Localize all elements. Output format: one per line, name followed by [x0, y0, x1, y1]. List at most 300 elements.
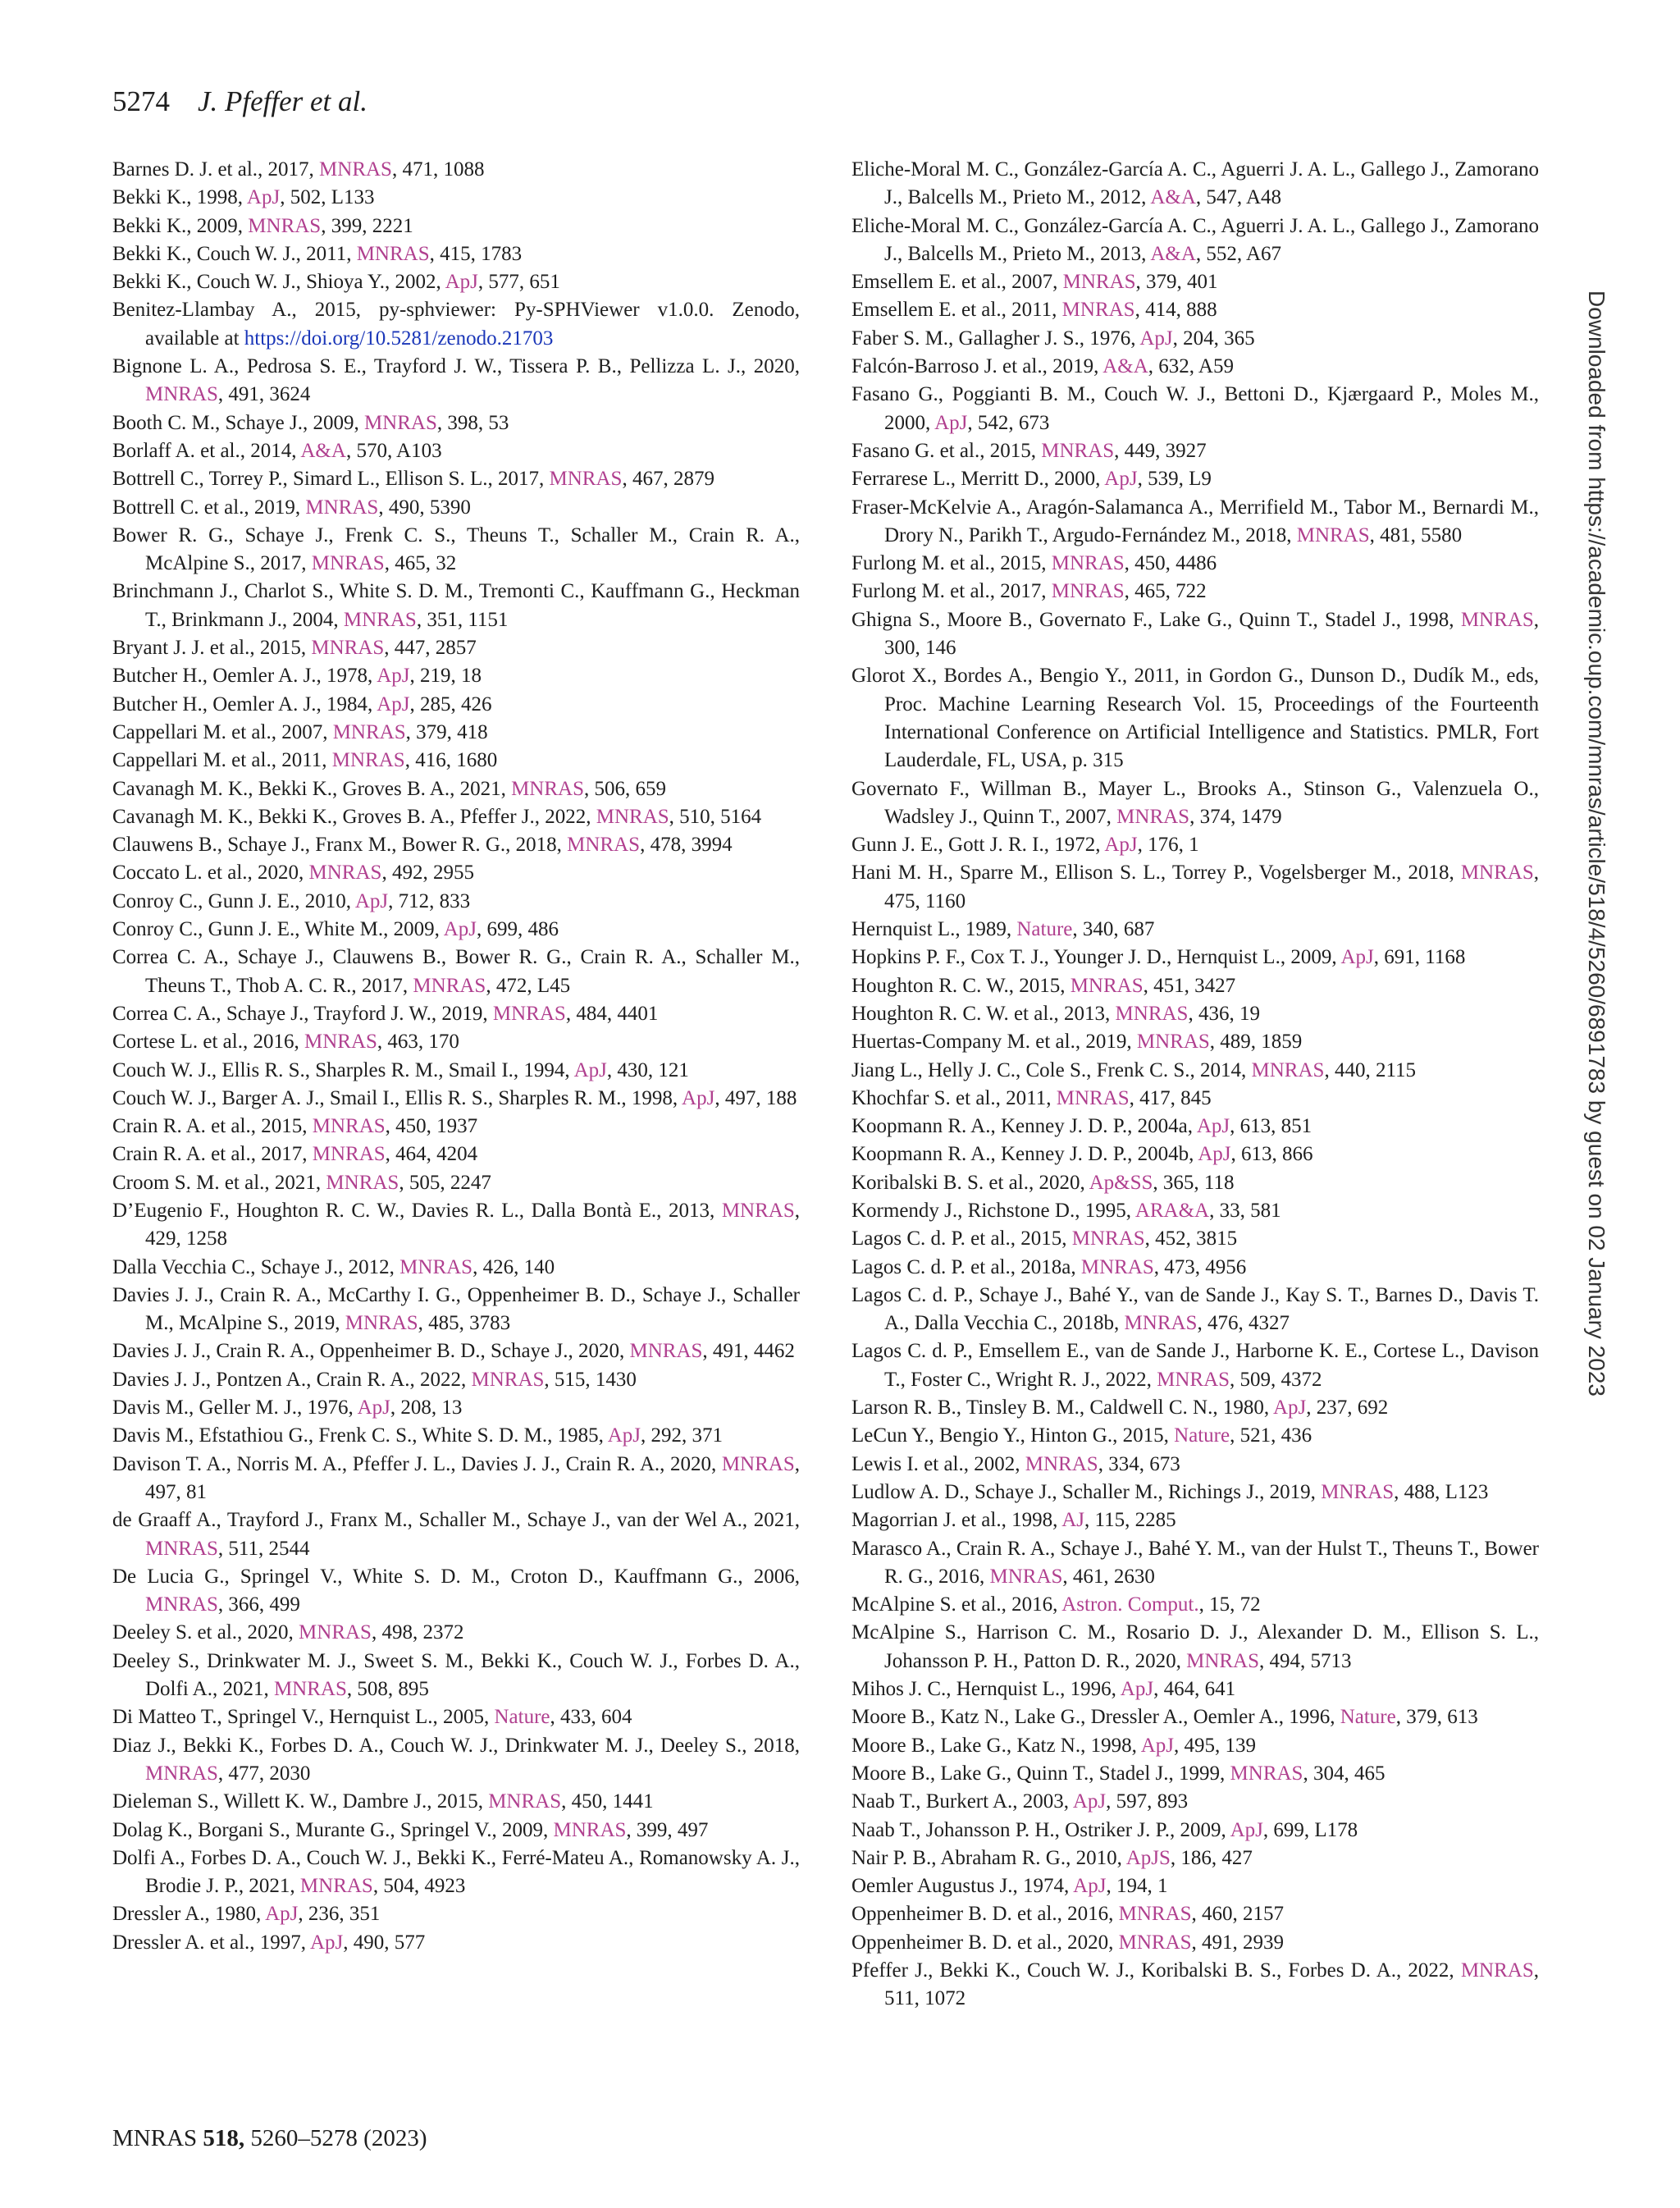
reference-volume-pages: , 497, 81: [145, 1452, 800, 1503]
reference-volume-pages: , 399, 497: [626, 1818, 709, 1841]
reference-volume-pages: , 440, 2115: [1324, 1058, 1417, 1081]
reference-entry: [112, 1028, 800, 1056]
reference-entry: [112, 1197, 800, 1254]
reference-volume-pages: , 379, 401: [1135, 271, 1218, 294]
reference-volume-pages: , 300, 146: [884, 608, 1539, 660]
reference-entry: [851, 296, 1539, 324]
reference-volume-pages: , 219, 18: [409, 665, 482, 688]
reference-entry: [851, 1817, 1539, 1845]
journal-link[interactable]: MNRAS: [311, 552, 385, 575]
journal-link[interactable]: MNRAS: [629, 1340, 703, 1363]
reference-entry: [851, 1506, 1539, 1534]
reference-text: Cavanagh M. K., Bekki K., Groves B. A., 2021,: [112, 777, 512, 800]
reference-volume-pages: , 485, 3783: [418, 1312, 511, 1335]
reference-volume-pages: , 465, 32: [384, 552, 457, 575]
reference-text: Conroy C., Gunn J. E., White M., 2009,: [112, 918, 444, 941]
journal-link[interactable]: MNRAS: [305, 496, 379, 519]
reference-text: de Graaff A., Trayford J., Franx M., Schaller M., Schaye J., van der Wel A., 2021,: [112, 1509, 800, 1532]
journal-link[interactable]: MNRAS: [1251, 1058, 1325, 1081]
reference-entry: [112, 1563, 800, 1620]
reference-entry: [112, 353, 800, 409]
reference-volume-pages: , 699, L178: [1262, 1818, 1358, 1841]
journal-link[interactable]: MNRAS: [1460, 1959, 1534, 1982]
reference-text: Bekki K., 2009,: [112, 214, 249, 237]
journal-link[interactable]: MNRAS: [299, 1875, 373, 1898]
reference-volume-pages: , 511, 2544: [217, 1537, 310, 1560]
journal-link[interactable]: MNRAS: [553, 1818, 627, 1841]
journal-link[interactable]: ApJ: [1140, 1734, 1175, 1757]
reference-volume-pages: , 539, L9: [1137, 468, 1212, 491]
reference-text: Fasano G. et al., 2015,: [851, 439, 1042, 462]
reference-text: Bignone L. A., Pedrosa S. E., Trayford J. W., Tissera P. B., Pellizza L. J., 2020,: [112, 355, 800, 378]
reference-text: Butcher H., Oemler A. J., 1984,: [112, 693, 377, 715]
journal-link[interactable]: MNRAS: [331, 749, 405, 772]
reference-entry: [112, 1113, 800, 1141]
reference-text: Moore B., Katz N., Lake G., Dressler A., Oemler A., 1996,: [851, 1706, 1340, 1729]
journal-link[interactable]: MNRAS: [304, 1031, 377, 1054]
reference-text: Khochfar S. et al., 2011,: [851, 1086, 1057, 1109]
journal-link[interactable]: Nature: [1174, 1424, 1230, 1447]
journal-link[interactable]: ApJ: [1196, 1115, 1230, 1138]
reference-entry: [851, 1085, 1539, 1113]
reference-volume-pages: , 398, 53: [436, 411, 509, 434]
reference-entry: [112, 1169, 800, 1197]
reference-volume-pages: , 484, 4401: [565, 1002, 659, 1025]
journal-link[interactable]: MNRAS: [343, 608, 417, 631]
reference-text: Dressler A. et al., 1997,: [112, 1931, 310, 1954]
reference-entry: [112, 944, 800, 1000]
journal-link[interactable]: MNRAS: [567, 834, 641, 857]
reference-text: Magorrian J. et al., 1998,: [851, 1509, 1062, 1532]
reference-text: Bekki K., 1998,: [112, 186, 247, 209]
reference-text: Furlong M. et al., 2017,: [851, 580, 1052, 603]
reference-entry: [112, 184, 800, 212]
reference-volume-pages: , 365, 118: [1153, 1171, 1235, 1194]
reference-text: Naab T., Burkert A., 2003,: [851, 1790, 1073, 1813]
reference-volume-pages: , 465, 722: [1124, 580, 1207, 603]
journal-link[interactable]: MNRAS: [1062, 271, 1136, 294]
journal-link[interactable]: ApJS: [1125, 1846, 1171, 1869]
reference-entry: [112, 719, 800, 747]
journal-link[interactable]: Ap&SS: [1089, 1171, 1153, 1194]
journal-link[interactable]: MNRAS: [311, 637, 385, 660]
journal-link[interactable]: A&A: [1150, 242, 1196, 265]
reference-text: Pfeffer J., Bekki K., Couch W. J., Koribalski B. S., Forbes D. A., 2022,: [851, 1959, 1461, 1982]
reference-text: Cappellari M. et al., 2007,: [112, 720, 333, 743]
reference-entry: [851, 353, 1539, 381]
journal-link[interactable]: MNRAS: [145, 1593, 218, 1616]
reference-entry: [851, 1957, 1539, 2014]
reference-entry: [851, 1282, 1539, 1338]
reference-text: Jiang L., Helly J. C., Cole S., Frenk C. S., 2014,: [851, 1058, 1252, 1081]
journal-link[interactable]: MNRAS: [1118, 1931, 1192, 1954]
journal-link[interactable]: ApJ: [1139, 327, 1173, 350]
reference-entry: [112, 1366, 800, 1394]
reference-volume-pages: , 208, 13: [390, 1397, 463, 1419]
reference-volume-pages: , 477, 2030: [217, 1762, 311, 1785]
reference-text: Correa C. A., Schaye J., Trayford J. W., 2019,: [112, 1002, 493, 1025]
reference-text: Moore B., Lake G., Quinn T., Stadel J., 1999,: [851, 1762, 1230, 1785]
journal-link[interactable]: MNRAS: [1056, 1086, 1130, 1109]
page-footer: [112, 2125, 427, 2152]
journal-link[interactable]: ApJ: [1120, 1678, 1154, 1701]
reference-entry: [851, 1760, 1539, 1788]
journal-link[interactable]: ApJ: [354, 889, 389, 912]
journal-link[interactable]: ApJ: [607, 1424, 641, 1447]
reference-text: Lagos C. d. P., Emsellem E., van de Sande J., Harborne K. E., Cortese L., Davison T., Foster C., Wright R. J., 2022,: [851, 1340, 1539, 1391]
journal-link[interactable]: ApJ: [1230, 1818, 1263, 1841]
reference-text: Nair P. B., Abraham R. G., 2010,: [851, 1846, 1126, 1869]
reference-text: Kormendy J., Richstone D., 1995,: [851, 1199, 1135, 1222]
reference-entry: [112, 1619, 800, 1647]
reference-volume-pages: , 552, A67: [1195, 242, 1282, 265]
reference-entry: [112, 691, 800, 719]
journal-link[interactable]: ApJ: [309, 1931, 344, 1954]
reference-volume-pages: , 461, 2630: [1062, 1565, 1155, 1588]
reference-text: Couch W. J., Ellis R. S., Sharples R. M., Smail I., 1994,: [112, 1058, 574, 1081]
reference-text: Houghton R. C. W., 2015,: [851, 974, 1071, 997]
reference-volume-pages: , 450, 4486: [1124, 552, 1217, 575]
reference-volume-pages: , 502, L133: [280, 186, 375, 209]
journal-link[interactable]: ApJ: [265, 1903, 299, 1926]
journal-link[interactable]: ARA&A: [1134, 1199, 1210, 1222]
reference-volume-pages: , 415, 1783: [429, 242, 523, 265]
journal-link[interactable]: MNRAS: [1080, 1255, 1154, 1278]
journal-link[interactable]: MNRAS: [1070, 974, 1144, 997]
journal-link[interactable]: A&A: [1150, 186, 1196, 209]
reference-volume-pages: , 115, 2285: [1084, 1509, 1176, 1532]
reference-text: Bekki K., Couch W. J., Shioya Y., 2002,: [112, 271, 445, 294]
footer-journal: MNRAS: [112, 2125, 198, 2151]
page-number: 5274: [112, 85, 170, 117]
journal-link[interactable]: MNRAS: [1115, 1002, 1189, 1025]
download-notice: Downloaded from https://academic.oup.com/mnras/article/518/4/5260/6891783 by guest on 02 January 2023: [1584, 290, 1609, 1397]
reference-volume-pages: , 449, 3927: [1114, 439, 1207, 462]
journal-link[interactable]: MNRAS: [492, 1002, 566, 1025]
reference-text: Lewis I. et al., 2002,: [851, 1452, 1025, 1475]
doi-link[interactable]: https://doi.org/10.5281/zenodo.21703: [244, 327, 554, 350]
reference-entry: [112, 213, 800, 240]
journal-link[interactable]: ApJ: [934, 411, 968, 434]
journal-link[interactable]: ApJ: [1104, 834, 1138, 857]
journal-link[interactable]: Nature: [1016, 918, 1073, 941]
reference-volume-pages: , 613, 866: [1230, 1143, 1313, 1166]
reference-entry: [112, 522, 800, 578]
journal-link[interactable]: ApJ: [1272, 1397, 1307, 1419]
reference-text: D’Eugenio F., Houghton R. C. W., Davies R. L., Dalla Bontà E., 2013,: [112, 1199, 722, 1222]
reference-text: Moore B., Lake G., Katz N., 1998,: [851, 1734, 1141, 1757]
journal-link[interactable]: ApJ: [1340, 946, 1374, 969]
journal-link[interactable]: MNRAS: [1136, 1031, 1210, 1054]
journal-link[interactable]: MNRAS: [319, 158, 392, 181]
journal-link[interactable]: MNRAS: [145, 383, 218, 406]
reference-text: Larson R. B., Tinsley B. M., Caldwell C. N., 1980,: [851, 1397, 1273, 1419]
reference-entry: [112, 1506, 800, 1563]
reference-volume-pages: , 491, 3624: [217, 383, 311, 406]
reference-entry: [851, 1591, 1539, 1619]
reference-text: Furlong M. et al., 2015,: [851, 552, 1052, 575]
reference-entry: [851, 268, 1539, 296]
reference-text: Deeley S., Drinkwater M. J., Sweet S. M., Bekki K., Couch W. J., Forbes D. A., Dolfi A., 2021,: [112, 1649, 800, 1701]
journal-link[interactable]: MNRAS: [1186, 1649, 1260, 1672]
journal-link[interactable]: MNRAS: [299, 1621, 372, 1644]
reference-volume-pages: , 237, 692: [1306, 1397, 1389, 1419]
reference-entry: [112, 1929, 800, 1957]
reference-volume-pages: , 577, 651: [477, 271, 560, 294]
reference-volume-pages: , 476, 4327: [1197, 1312, 1290, 1335]
journal-link[interactable]: ApJ: [573, 1058, 607, 1081]
reference-volume-pages: , 379, 613: [1395, 1706, 1478, 1729]
journal-link[interactable]: MNRAS: [1460, 608, 1534, 631]
journal-link[interactable]: MNRAS: [1025, 1452, 1098, 1475]
reference-entry: [851, 1479, 1539, 1506]
journal-link[interactable]: ApJ: [1073, 1875, 1107, 1898]
reference-entry: [112, 1845, 800, 1901]
reference-entry: [112, 1451, 800, 1507]
reference-volume-pages: , 490, 577: [343, 1931, 426, 1954]
reference-volume-pages: , 473, 4956: [1153, 1255, 1247, 1278]
reference-volume-pages: , 366, 499: [217, 1593, 300, 1616]
reference-volume-pages: , 334, 673: [1098, 1452, 1180, 1475]
journal-link[interactable]: MNRAS: [1296, 523, 1370, 546]
page-header: [112, 85, 368, 118]
journal-link[interactable]: MNRAS: [1118, 1903, 1192, 1926]
reference-text: Davis M., Geller M. J., 1976,: [112, 1397, 358, 1419]
reference-entry: [851, 381, 1539, 437]
reference-text: Cortese L. et al., 2016,: [112, 1031, 304, 1054]
reference-volume-pages: , 33, 581: [1209, 1199, 1281, 1222]
reference-entry: [112, 268, 800, 296]
journal-link[interactable]: ApJ: [443, 918, 477, 941]
reference-volume-pages: , 471, 1088: [391, 158, 485, 181]
journal-link[interactable]: Nature: [1340, 1706, 1396, 1729]
reference-text: Governato F., Willman B., Mayer L., Brooks A., Stinson G., Valenzuela O., Wadsley J., Quinn T., 2007,: [851, 777, 1539, 828]
journal-link[interactable]: MNRAS: [989, 1565, 1063, 1588]
reference-volume-pages: , 497, 188: [714, 1086, 797, 1109]
reference-volume-pages: , 194, 1: [1106, 1875, 1168, 1898]
reference-volume-pages: , 379, 418: [405, 720, 488, 743]
journal-link[interactable]: MNRAS: [312, 1115, 386, 1138]
reference-entry: [112, 1703, 800, 1731]
footer-volume: 518,: [203, 2125, 245, 2151]
reference-entry: [851, 437, 1539, 465]
reference-text: Bottrell C., Torrey P., Simard L., Ellison S. L., 2017,: [112, 468, 550, 491]
journal-link[interactable]: Nature: [494, 1706, 550, 1729]
reference-text: Lagos C. d. P. et al., 2015,: [851, 1227, 1072, 1250]
reference-text: Houghton R. C. W. et al., 2013,: [851, 1002, 1116, 1025]
reference-volume-pages: , 521, 436: [1230, 1424, 1312, 1447]
reference-entry: [851, 1141, 1539, 1168]
reference-text: Clauwens B., Schaye J., Franx M., Bower R. G., 2018,: [112, 834, 568, 857]
journal-link[interactable]: MNRAS: [1051, 552, 1125, 575]
reference-entry: [851, 662, 1539, 775]
reference-entry: [851, 1113, 1539, 1141]
journal-link[interactable]: ApJ: [246, 186, 281, 209]
reference-volume-pages: , 505, 2247: [399, 1171, 491, 1194]
reference-volume-pages: , 515, 1430: [544, 1368, 637, 1391]
reference-text: Bekki K., Couch W. J., 2011,: [112, 242, 357, 265]
reference-text: Ferrarese L., Merritt D., 2000,: [851, 468, 1105, 491]
journal-link[interactable]: ApJ: [377, 665, 410, 688]
reference-entry: [851, 1028, 1539, 1056]
reference-entry: [112, 1057, 800, 1085]
reference-text: Conroy C., Gunn J. E., 2010,: [112, 889, 355, 912]
reference-volume-pages: , 508, 895: [346, 1678, 429, 1701]
reference-entry: [851, 775, 1539, 832]
reference-volume-pages: , 417, 845: [1129, 1086, 1212, 1109]
reference-volume-pages: , 416, 1680: [404, 749, 498, 772]
reference-entry: [112, 240, 800, 268]
reference-volume-pages: , 494, 5713: [1259, 1649, 1352, 1672]
reference-entry: [112, 1394, 800, 1422]
reference-entry: [112, 437, 800, 465]
journal-link[interactable]: ApJ: [377, 693, 410, 715]
reference-volume-pages: , 451, 3427: [1143, 974, 1236, 997]
reference-volume-pages: , 495, 139: [1174, 1734, 1257, 1757]
reference-entry: [112, 1648, 800, 1704]
journal-link[interactable]: MNRAS: [1051, 580, 1125, 603]
journal-link[interactable]: MNRAS: [1157, 1368, 1230, 1391]
reference-text: Fasano G., Poggianti B. M., Couch W. J., Bettoni D., Kjærgaard P., Moles M., 2000,: [851, 383, 1539, 434]
reference-volume-pages: , 204, 365: [1172, 327, 1255, 350]
reference-volume-pages: , 597, 893: [1106, 1790, 1189, 1813]
reference-volume-pages: , 712, 833: [388, 889, 471, 912]
journal-link[interactable]: ApJ: [1198, 1143, 1231, 1166]
journal-link[interactable]: MNRAS: [145, 1537, 218, 1560]
reference-volume-pages: , 542, 673: [967, 411, 1050, 434]
reference-volume-pages: , 491, 2939: [1191, 1931, 1285, 1954]
journal-link[interactable]: MNRAS: [1321, 1480, 1395, 1503]
journal-link[interactable]: MNRAS: [332, 720, 406, 743]
journal-link[interactable]: A&A: [300, 439, 346, 462]
journal-link[interactable]: MNRAS: [248, 214, 322, 237]
journal-link[interactable]: ApJ: [1072, 1790, 1107, 1813]
reference-entry: [851, 213, 1539, 269]
reference-volume-pages: , 430, 121: [606, 1058, 689, 1081]
journal-link[interactable]: MNRAS: [308, 862, 382, 885]
reference-entry: [112, 1788, 800, 1816]
journal-link[interactable]: MNRAS: [413, 974, 486, 997]
journal-link[interactable]: MNRAS: [145, 1762, 218, 1785]
reference-entry: [851, 1872, 1539, 1900]
reference-text: Barnes D. J. et al., 2017,: [112, 158, 320, 181]
reference-entry: [851, 972, 1539, 1000]
reference-text: Butcher H., Oemler A. J., 1978,: [112, 665, 377, 688]
reference-entry: [851, 1900, 1539, 1928]
reference-volume-pages: , 186, 427: [1170, 1846, 1253, 1869]
references-left-column: [112, 156, 800, 1957]
journal-link[interactable]: ApJ: [357, 1397, 390, 1419]
reference-volume-pages: , 467, 2879: [622, 468, 714, 491]
journal-link[interactable]: MNRAS: [511, 777, 584, 800]
journal-link[interactable]: MNRAS: [356, 242, 430, 265]
journal-link[interactable]: ApJ: [445, 271, 478, 294]
reference-text: Benitez-Llambay A., 2015, py-sphviewer: Py-SPHViewer v1.0.0. Zenodo, available at: [112, 299, 800, 350]
reference-entry: [851, 550, 1539, 578]
reference-entry: [851, 1451, 1539, 1479]
journal-link[interactable]: MNRAS: [471, 1368, 545, 1391]
reference-entry: [112, 1282, 800, 1338]
reference-volume-pages: , 488, L123: [1394, 1480, 1489, 1503]
journal-link[interactable]: MNRAS: [1124, 1312, 1198, 1335]
journal-link[interactable]: MNRAS: [549, 468, 623, 491]
reference-text: Falcón-Barroso J. et al., 2019,: [851, 355, 1103, 378]
reference-text: Davison T. A., Norris M. A., Pfeffer J. L., Davies J. J., Crain R. A., 2020,: [112, 1452, 722, 1475]
reference-entry: [851, 606, 1539, 663]
reference-entry: [112, 1337, 800, 1365]
reference-text: Brinchmann J., Charlot S., White S. D. M., Tremonti C., Kauffmann G., Heckman T., Brinkmann J., 2004,: [112, 580, 800, 631]
reference-text: Hernquist L., 1989,: [851, 918, 1017, 941]
journal-link[interactable]: Astron. Comput.: [1061, 1593, 1199, 1616]
reference-entry: [851, 1675, 1539, 1703]
journal-link[interactable]: MNRAS: [312, 1143, 386, 1166]
reference-text: Eliche-Moral M. C., González-García A. C., Aguerri J. A. L., Gallego J., Zamorano J., Balcells M., Prieto M., 2013,: [851, 214, 1539, 265]
reference-entry: [851, 1732, 1539, 1760]
reference-volume-pages: , 547, A48: [1195, 186, 1282, 209]
reference-volume-pages: , 489, 1859: [1209, 1031, 1303, 1054]
journal-link[interactable]: MNRAS: [363, 411, 437, 434]
reference-entry: [851, 1929, 1539, 1957]
reference-volume-pages: , 475, 1160: [884, 862, 1539, 912]
reference-text: Lagos C. d. P. et al., 2018a,: [851, 1255, 1081, 1278]
journal-link[interactable]: ApJ: [1104, 468, 1138, 491]
reference-entry: [112, 747, 800, 775]
reference-text: Emsellem E. et al., 2011,: [851, 299, 1062, 322]
journal-link[interactable]: MNRAS: [345, 1312, 418, 1335]
reference-entry: [112, 156, 800, 184]
journal-link[interactable]: MNRAS: [326, 1171, 399, 1194]
journal-link[interactable]: MNRAS: [273, 1678, 347, 1701]
journal-link[interactable]: MNRAS: [1061, 299, 1135, 322]
reference-text: Hani M. H., Sparre M., Ellison S. L., Torrey P., Vogelsberger M., 2018,: [851, 862, 1461, 885]
journal-link[interactable]: MNRAS: [1116, 805, 1190, 828]
journal-link[interactable]: MNRAS: [1071, 1227, 1145, 1250]
journal-link[interactable]: MNRAS: [1230, 1762, 1303, 1785]
reference-volume-pages: , 464, 641: [1153, 1678, 1236, 1701]
journal-link[interactable]: A&A: [1102, 355, 1148, 378]
reference-text: Bower R. G., Schaye J., Frenk C. S., Theuns T., Schaller M., Crain R. A., McAlpine S., 2017,: [112, 523, 800, 575]
journal-link[interactable]: MNRAS: [399, 1255, 473, 1278]
reference-entry: [851, 1057, 1539, 1085]
reference-text: Dalla Vecchia C., Schaye J., 2012,: [112, 1255, 400, 1278]
reference-text: Ludlow A. D., Schaye J., Schaller M., Richings J., 2019,: [851, 1480, 1322, 1503]
reference-text: Croom S. M. et al., 2021,: [112, 1171, 326, 1194]
reference-text: Huertas-Company M. et al., 2019,: [851, 1031, 1137, 1054]
reference-entry: [851, 916, 1539, 944]
reference-volume-pages: , 285, 426: [409, 693, 492, 715]
journal-link[interactable]: MNRAS: [721, 1452, 795, 1475]
journal-link[interactable]: MNRAS: [1041, 439, 1115, 462]
reference-volume-pages: , 463, 170: [377, 1031, 459, 1054]
journal-link[interactable]: MNRAS: [1460, 862, 1534, 885]
reference-text: Dieleman S., Willett K. W., Dambre J., 2015,: [112, 1790, 489, 1813]
reference-text: McAlpine S. et al., 2016,: [851, 1593, 1062, 1616]
reference-entry: [851, 1394, 1539, 1422]
reference-entry: [851, 1000, 1539, 1028]
journal-link[interactable]: AJ: [1061, 1509, 1084, 1532]
journal-link[interactable]: ApJ: [682, 1086, 715, 1109]
reference-volume-pages: , 511, 1072: [884, 1959, 1539, 2010]
journal-link[interactable]: MNRAS: [596, 805, 669, 828]
reference-text: Coccato L. et al., 2020,: [112, 862, 309, 885]
journal-link[interactable]: MNRAS: [721, 1199, 795, 1222]
reference-entry: [851, 465, 1539, 493]
journal-link[interactable]: MNRAS: [488, 1790, 562, 1813]
reference-text: Deeley S. et al., 2020,: [112, 1621, 299, 1644]
reference-volume-pages: , 632, A59: [1148, 355, 1234, 378]
reference-text: De Lucia G., Springel V., White S. D. M., Croton D., Kauffmann G., 2006,: [112, 1565, 800, 1588]
reference-entry: [851, 1422, 1539, 1450]
